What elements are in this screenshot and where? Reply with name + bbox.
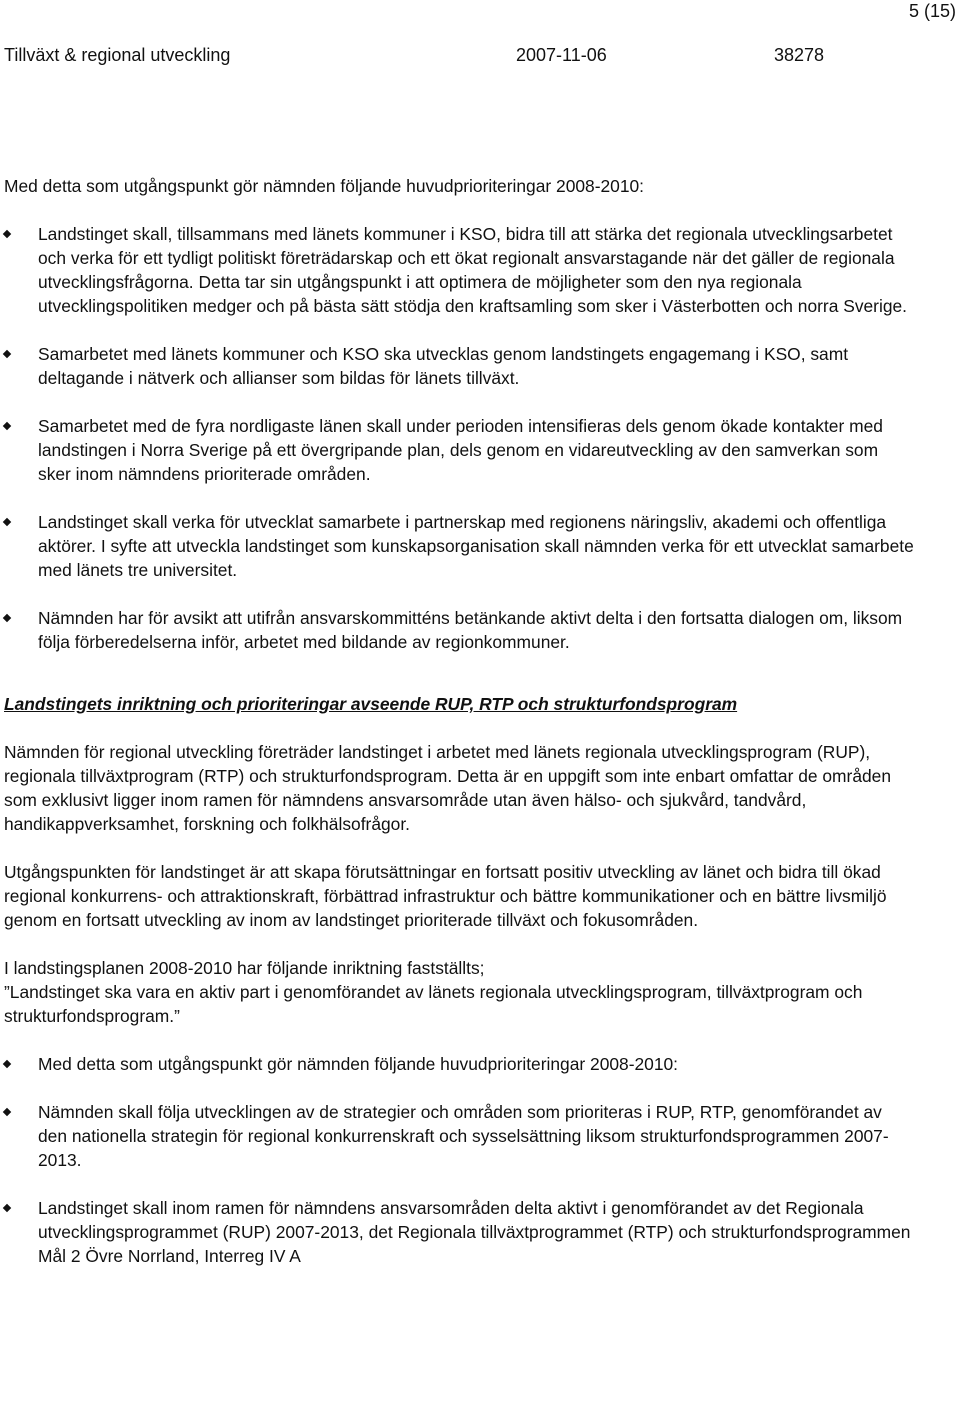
header-title: Tillväxt & regional utveckling xyxy=(4,45,231,65)
list-item: Landstinget skall, tillsammans med länets kommuner i KSO, bidra till att stärka det regionala utvecklingsarbetet och verka för ett tydligt politiskt företrädarskap och ett ökat regionalt ansvarstagande när det gäller de regionala utvecklingsfrågorna. Detta tar sin utgångspunkt i att optimera de möjligheter som den nya regionala utvecklingspolitiken medger och på bästa sätt stödja den kraftsamling som sker i Västerbotten och norra Sverige. xyxy=(4,222,914,318)
intro-paragraph: Med detta som utgångspunkt gör nämnden följande huvudprioriteringar 2008-2010: xyxy=(4,176,645,196)
list-item: Landstinget skall verka för utvecklat samarbete i partnerskap med regionens näringsliv, akademi och offentliga aktörer. I syfte att utveckla landstinget som kunskapsorganisation skall nämnden verka för ett utvecklat samarbete med länets tre universitet. xyxy=(4,510,914,582)
plan-quote: ”Landstinget ska vara en aktiv part i genomförandet av länets regionala utvecklingsprogram, tillväxtprogram och strukturfondsprogram.” xyxy=(4,982,863,1026)
plan-intro-line: I landstingsplanen 2008-2010 har följande inriktning fastställts; xyxy=(4,958,485,978)
list-item: Med detta som utgångspunkt gör nämnden följande huvudprioriteringar 2008-2010: xyxy=(4,1052,914,1076)
paragraph: Utgångspunkten för landstinget är att skapa förutsättningar en fortsatt positiv utveckling av länet och bidra till ökad regional konkurrens- och attraktionskraft, förbättrad infrastruktur och bättre kommunikationer och en bättre livsmiljö genom en fortsatt utveckling av inom av landstinget prioriterade tillväxt och fokusområden. xyxy=(4,862,887,930)
list-item: Nämnden skall följa utvecklingen av de strategier och områden som prioriteras i RUP, RTP, genomförandet av den nationella strategin för regional konkurrenskraft och sysselsättning liksom strukturfondsprogrammen 2007-2013. xyxy=(4,1100,914,1172)
header-date: 2007-11-06 xyxy=(516,45,607,65)
paragraph xyxy=(4,956,914,1028)
list-item: Landstinget skall inom ramen för nämndens ansvarsområden delta aktivt i genomförandet av det Regionala utvecklingsprogrammet (RUP) 2007-2013, det Regionala tillväxtprogrammet (RTP) och strukturfondsprogrammen Mål 2 Övre Norrland, Interreg IV A xyxy=(4,1196,914,1268)
list-item: Samarbetet med länets kommuner och KSO ska utvecklas genom landstingets engagemang i KSO, samt deltagande i nätverk och allianser som bildas för länets tillväxt. xyxy=(4,342,914,390)
section-heading: Landstingets inriktning och prioriteringar avseende RUP, RTP och strukturfondsprogram xyxy=(4,694,738,714)
header-document-number: 38278 xyxy=(774,45,825,65)
list-item: Nämnden har för avsikt att utifrån ansvarskommitténs betänkande aktivt delta i den fortsatta dialogen om, liksom följa förberedelserna inför, arbetet med bildande av regionkommuner. xyxy=(4,606,914,654)
list-item: Samarbetet med de fyra nordligaste länen skall under perioden intensifieras dels genom ökade kontakter med landstingen i Norra Sverige på ett övergripande plan, dels genom en vidareutveckling av den samverkan som sker inom nämndens prioriterade områden. xyxy=(4,414,914,486)
priority-list-2 xyxy=(4,1052,914,1268)
paragraph: Nämnden för regional utveckling företräder landstinget i arbetet med länets regionala utvecklingsprogram (RUP), regionala tillväxtprogram (RTP) och strukturfondsprogram. Detta är en uppgift som inte enbart omfattar de områden som exklusivt ligger inom ramen för nämndens ansvarsområde utan även hälso- och sjukvård, tandvård, handikappverksamhet, forskning och folkhälsofrågor. xyxy=(4,742,892,834)
document-header xyxy=(4,44,904,68)
priority-list-1 xyxy=(4,222,914,654)
page-number: 5 (15) xyxy=(908,1,956,21)
document-body xyxy=(4,174,914,1292)
